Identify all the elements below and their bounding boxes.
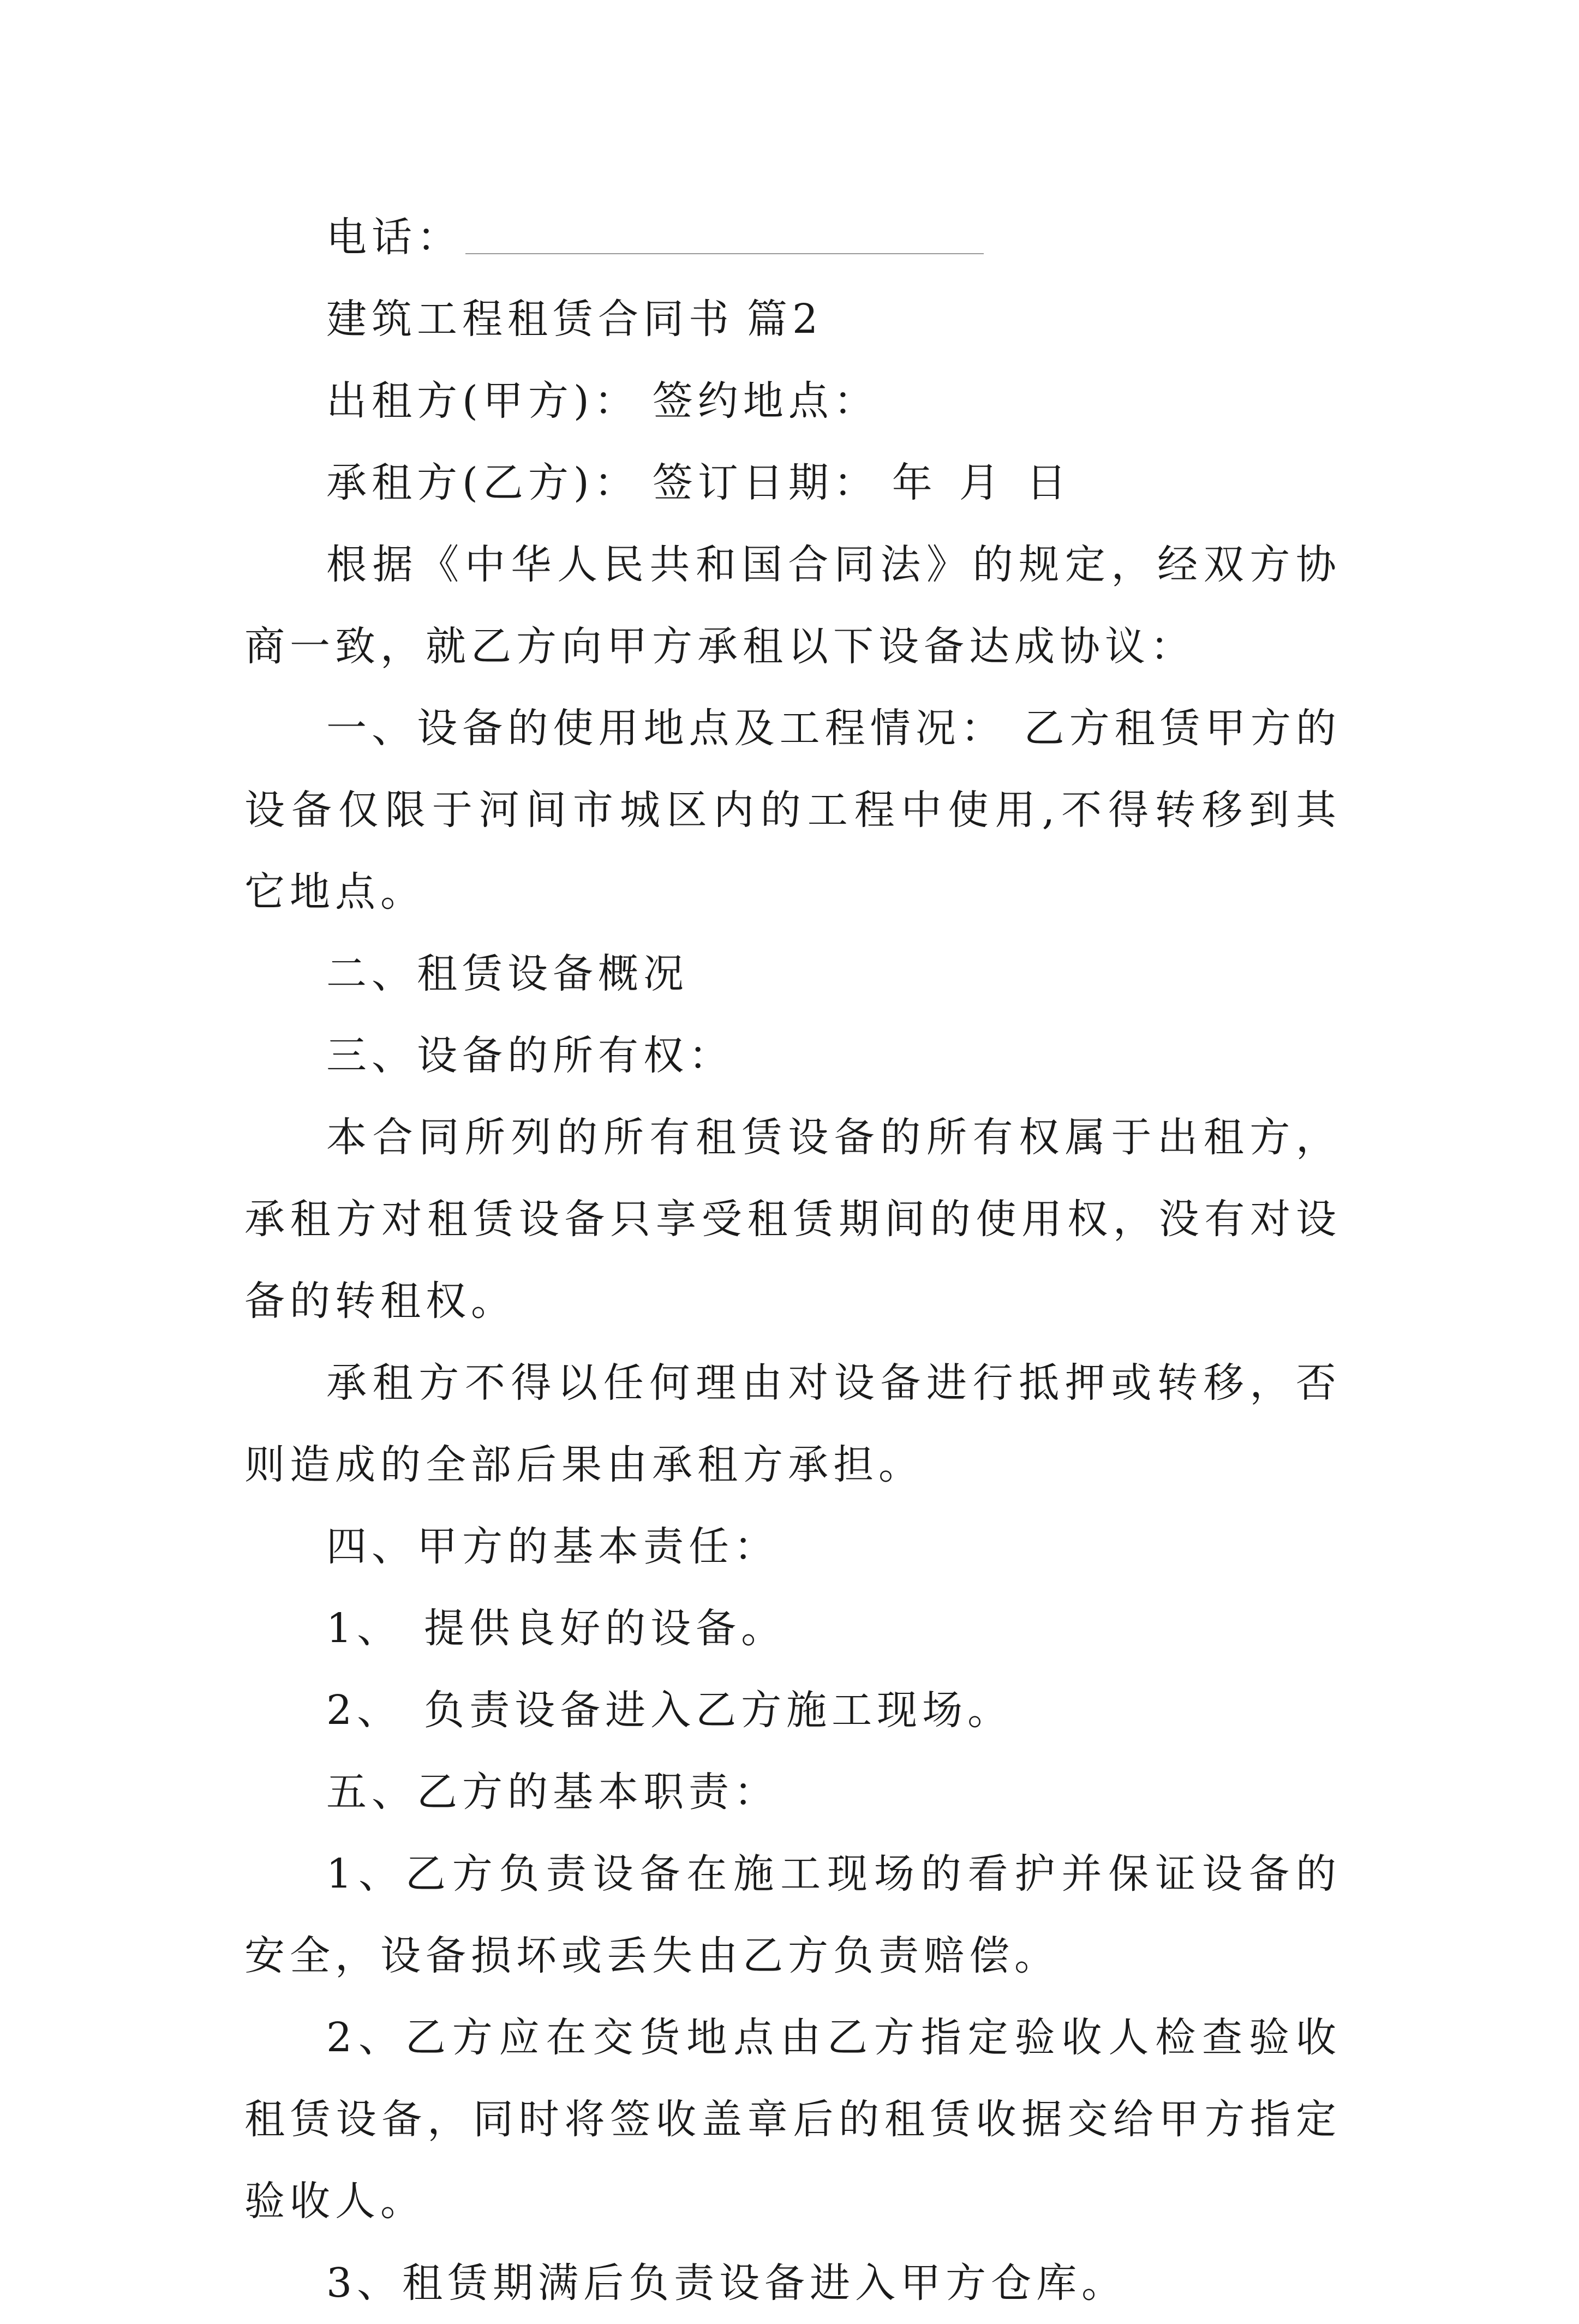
paragraph-5-3: 3、租赁期满后负责设备进入甲方仓库。 bbox=[326, 2260, 1127, 2307]
item-4-2-number: 2、 bbox=[326, 1687, 403, 1734]
lessor-label: 出租方(甲方)： bbox=[326, 378, 639, 424]
phone-row bbox=[244, 196, 1341, 278]
lessor-row bbox=[244, 360, 1341, 442]
phone-label: 电话： bbox=[326, 214, 462, 261]
item-4-1 bbox=[244, 1588, 1341, 1669]
phone-blank-line bbox=[465, 251, 984, 254]
sign-date-label: 签订日期： bbox=[652, 459, 879, 506]
date-month: 月 bbox=[959, 459, 1004, 506]
paragraph-section-1: 一、设备的使用地点及工程情况： 乙方租赁甲方的设备仅限于河间市城区内的工程中使用,不得转移到其它地点。 bbox=[244, 705, 1341, 915]
lessee-label: 承租方(乙方)： bbox=[326, 459, 639, 506]
item-4-2 bbox=[244, 1669, 1341, 1751]
item-4-2-text: 负责设备进入乙方施工现场。 bbox=[424, 1687, 1013, 1734]
paragraph-intro: 根据《中华人民共和国合同法》的规定，经双方协商一致，就乙方向甲方承租以下设备达成协议： bbox=[244, 541, 1341, 670]
item-4-1-number: 1、 bbox=[326, 1605, 403, 1652]
document-body bbox=[244, 196, 1341, 2324]
heading-section-3: 三、设备的所有权： bbox=[326, 1032, 734, 1079]
date-day: 日 bbox=[1026, 459, 1072, 506]
paragraph-5-2: 2、乙方应在交货地点由乙方指定验收人检查验收租赁设备，同时将签收盖章后的租赁收据交给甲方指定验收人。 bbox=[244, 2014, 1341, 2225]
contract-title-suffix: 篇2 bbox=[747, 296, 823, 343]
sign-place-label: 签约地点： bbox=[652, 378, 879, 424]
heading-section-2: 二、租赁设备概况 bbox=[326, 950, 689, 997]
contract-title bbox=[244, 278, 1341, 360]
heading-section-5: 五、乙方的基本职责： bbox=[326, 1769, 779, 1816]
date-year: 年 bbox=[892, 459, 937, 506]
paragraph-no-mortgage: 承租方不得以任何理由对设备进行抵押或转移，否则造成的全部后果由承租方承担。 bbox=[244, 1359, 1341, 1488]
contract-title-text: 建筑工程租赁合同书 bbox=[326, 296, 734, 343]
item-4-1-text: 提供良好的设备。 bbox=[424, 1605, 787, 1652]
lessee-row bbox=[244, 442, 1341, 524]
heading-section-4: 四、甲方的基本责任： bbox=[326, 1523, 779, 1570]
paragraph-5-1: 1、乙方负责设备在施工现场的看护并保证设备的安全，设备损坏或丢失由乙方负责赔偿。 bbox=[244, 1850, 1341, 1979]
paragraph-ownership: 本合同所列的所有租赁设备的所有权属于出租方，承租方对租赁设备只享受租赁期间的使用权，没有对设备的转租权。 bbox=[244, 1114, 1341, 1325]
